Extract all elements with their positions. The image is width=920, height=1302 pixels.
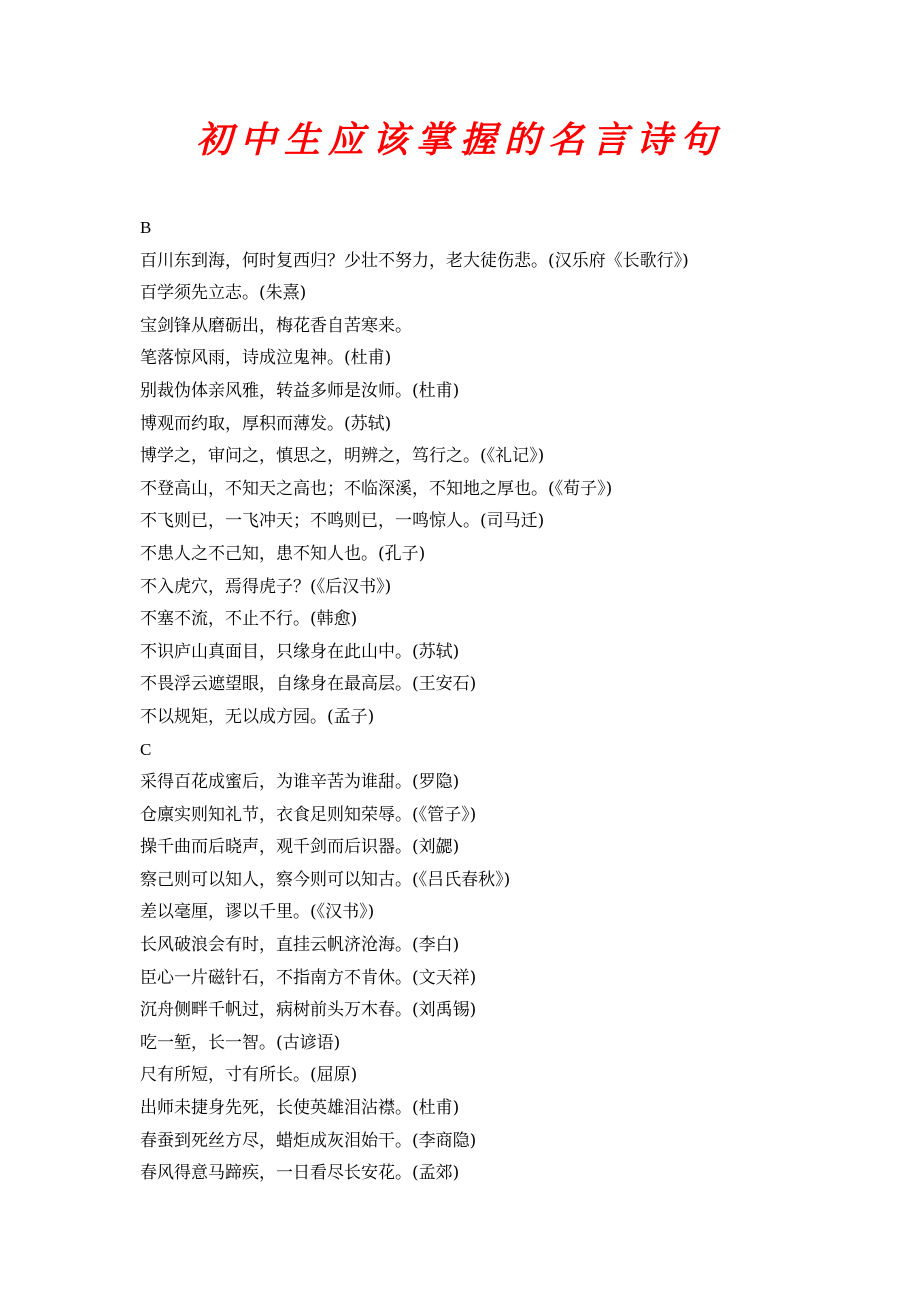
quote-line: 不患人之不己知，患不知人也。(孔子) bbox=[140, 543, 426, 564]
quote-line: 沉舟侧畔千帆过，病树前头万木春。(刘禹锡) bbox=[140, 1000, 477, 1021]
quote-line: 不登高山，不知天之高也；不临深溪，不知地之厚也。(《荀子》) bbox=[140, 478, 613, 499]
section-heading: B bbox=[140, 218, 152, 237]
quote-line: 别裁伪体亲风雅，转益多师是汝师。(杜甫) bbox=[140, 380, 460, 401]
quote-line: 出师未捷身先死，长使英雄泪沾襟。(杜甫) bbox=[140, 1098, 460, 1119]
section-b bbox=[140, 212, 880, 734]
quote-line: 不畏浮云遮望眼，自缘身在最高层。(王安石) bbox=[140, 674, 477, 695]
quote-line: 春蚕到死丝方尽，蜡炬成灰泪始干。(李商隐) bbox=[140, 1130, 477, 1151]
quote-line: 操千曲而后晓声，观千剑而后识器。(刘勰) bbox=[140, 837, 460, 858]
quote-line: 吃一堑，长一智。(古谚语) bbox=[140, 1032, 341, 1053]
quote-line: 博学之，审问之，慎思之，明辨之，笃行之。(《礼记》) bbox=[140, 446, 545, 467]
quote-list bbox=[140, 212, 880, 1190]
document-title: 初中生应该掌握的名言诗句 bbox=[195, 119, 724, 161]
quote-line: 差以毫厘，谬以千里。(《汉书》) bbox=[140, 902, 375, 923]
quote-line: 百川东到海，何时复西归？少壮不努力，老大徒伤悲。(汉乐府《长歌行》) bbox=[140, 250, 689, 271]
quote-line: 博观而约取，厚积而薄发。(苏轼) bbox=[140, 413, 392, 434]
quote-line: 不以规矩，无以成方园。(孟子) bbox=[140, 706, 375, 727]
quote-line: 春风得意马蹄疾，一日看尽长安花。(孟郊) bbox=[140, 1163, 460, 1184]
quote-line: 臣心一片磁针石，不指南方不肯休。(文天祥) bbox=[140, 967, 477, 988]
quote-line: 百学须先立志。(朱熹) bbox=[140, 283, 307, 304]
quote-line: 察己则可以知人，察今则可以知古。(《吕氏春秋》) bbox=[140, 869, 511, 890]
quote-line: 仓廪实则知礼节，衣食足则知荣辱。(《管子》) bbox=[140, 804, 477, 825]
quote-line: 不塞不流，不止不行。(韩愈) bbox=[140, 609, 358, 630]
quote-line: 笔落惊风雨，诗成泣鬼神。(杜甫) bbox=[140, 348, 392, 369]
section-c bbox=[140, 734, 880, 1190]
quote-line: 尺有所短，寸有所长。(屈原) bbox=[140, 1065, 358, 1086]
quote-line: 宝剑锋从磨砺出，梅花香自苦寒来。 bbox=[140, 315, 412, 336]
section-heading: C bbox=[140, 739, 152, 759]
quote-line: 采得百花成蜜后，为谁辛苦为谁甜。(罗隐) bbox=[140, 772, 460, 793]
quote-line: 不入虎穴，焉得虎子？(《后汉书》) bbox=[140, 576, 392, 597]
quote-line: 不识庐山真面目，只缘身在此山中。(苏轼) bbox=[140, 641, 460, 662]
quote-line: 不飞则已，一飞冲天；不鸣则已，一鸣惊人。(司马迁) bbox=[140, 511, 545, 532]
quote-line: 长风破浪会有时，直挂云帆济沧海。(李白) bbox=[140, 935, 460, 956]
